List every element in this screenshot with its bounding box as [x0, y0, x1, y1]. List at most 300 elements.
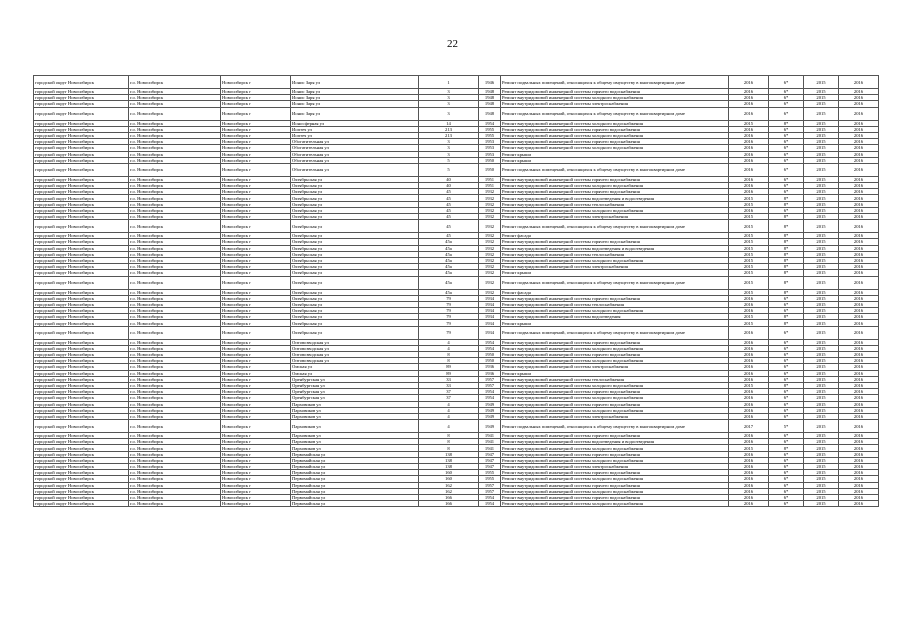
start-year-cell: 2015	[804, 276, 839, 289]
plan-year-cell: 2015	[729, 214, 769, 220]
district-cell: городской округ Новосибирск	[34, 251, 129, 257]
start-year-cell: 2015	[804, 201, 839, 207]
priority-cell: 6*	[769, 183, 804, 189]
start-year-cell: 2015	[804, 183, 839, 189]
municipality-cell: г.о. Новосибирск	[129, 501, 221, 507]
end-year-cell: 2016	[839, 382, 879, 388]
work-type-cell: Ремонт внутридомовой инженерной системы водоотведения и водоотведения	[501, 195, 729, 201]
work-type-cell: Ремонт внутридомовой инженерной системы теплоснабжения	[501, 301, 729, 307]
start-year-cell: 2015	[804, 76, 839, 89]
start-year-cell: 2015	[804, 488, 839, 494]
work-type-cell: Ремонт внутридомовой инженерной системы горячего водоснабжения	[501, 295, 729, 301]
plan-year-cell: 2015	[729, 195, 769, 201]
plan-year-cell: 2016	[729, 157, 769, 163]
municipality-cell: г.о. Новосибирск	[129, 245, 221, 251]
city-cell: Новосибирск г	[221, 107, 291, 120]
end-year-cell: 2016	[839, 370, 879, 376]
priority-cell: 8*	[769, 239, 804, 245]
start-year-cell: 2015	[804, 151, 839, 157]
house-number-cell: 45	[419, 189, 479, 195]
priority-cell: 6*	[769, 207, 804, 213]
city-cell: Новосибирск г	[221, 132, 291, 138]
house-number-cell: 8	[419, 352, 479, 358]
house-number-cell: 5	[419, 163, 479, 176]
street-cell: Октябрьская ул	[291, 276, 419, 289]
district-cell: городской округ Новосибирск	[34, 407, 129, 413]
build-year-cell: 1947	[479, 464, 501, 470]
plan-year-cell: 2016	[729, 95, 769, 101]
build-year-cell: 1957	[479, 382, 501, 388]
city-cell: Новосибирск г	[221, 389, 291, 395]
street-cell: Октябрьская ул	[291, 201, 419, 207]
municipality-cell: г.о. Новосибирск	[129, 314, 221, 320]
priority-cell: 6*	[769, 326, 804, 339]
priority-cell: 6*	[769, 433, 804, 439]
plan-year-cell: 2016	[729, 326, 769, 339]
street-cell: Парховиков ул	[291, 439, 419, 445]
city-cell: Новосибирск г	[221, 314, 291, 320]
start-year-cell: 2015	[804, 214, 839, 220]
end-year-cell: 2016	[839, 139, 879, 145]
street-cell: Октябрьская ул	[291, 326, 419, 339]
end-year-cell: 2016	[839, 376, 879, 382]
district-cell: городской округ Новосибирск	[34, 401, 129, 407]
end-year-cell: 2016	[839, 132, 879, 138]
end-year-cell: 2016	[839, 407, 879, 413]
start-year-cell: 2015	[804, 339, 839, 345]
district-cell: городской округ Новосибирск	[34, 420, 129, 433]
priority-cell: 6*	[769, 189, 804, 195]
house-number-cell: 3	[419, 139, 479, 145]
street-cell: Октябрьская ул	[291, 245, 419, 251]
build-year-cell: 1947	[479, 457, 501, 463]
work-type-cell: Ремонт внутридомовой инженерной системы горячего водоснабжения	[501, 89, 729, 95]
build-year-cell: 1950	[479, 163, 501, 176]
city-cell: Новосибирск г	[221, 395, 291, 401]
build-year-cell: 1954	[479, 501, 501, 507]
city-cell: Новосибирск г	[221, 139, 291, 145]
build-year-cell: 1934	[479, 326, 501, 339]
end-year-cell: 2016	[839, 157, 879, 163]
start-year-cell: 2015	[804, 107, 839, 120]
house-number-cell: 4	[419, 401, 479, 407]
priority-cell: 6*	[769, 395, 804, 401]
city-cell: Новосибирск г	[221, 214, 291, 220]
plan-year-cell: 2015	[729, 120, 769, 126]
city-cell: Новосибирск г	[221, 120, 291, 126]
house-number-cell: 45а	[419, 257, 479, 263]
end-year-cell: 2016	[839, 445, 879, 451]
municipality-cell: г.о. Новосибирск	[129, 470, 221, 476]
plan-year-cell: 2015	[729, 314, 769, 320]
city-cell: Новосибирск г	[221, 101, 291, 107]
plan-year-cell: 2016	[729, 401, 769, 407]
street-cell: Первомайская ул	[291, 476, 419, 482]
street-cell: Октябрьская ул	[291, 207, 419, 213]
street-cell: Парховиков ул	[291, 420, 419, 433]
end-year-cell: 2016	[839, 76, 879, 89]
start-year-cell: 2015	[804, 270, 839, 276]
street-cell: Оптовозводская ул	[291, 352, 419, 358]
start-year-cell: 2015	[804, 95, 839, 101]
plan-year-cell: 2015	[729, 445, 769, 451]
end-year-cell: 2016	[839, 214, 879, 220]
work-type-cell: Ремонт крыши	[501, 151, 729, 157]
municipality-cell: г.о. Новосибирск	[129, 139, 221, 145]
city-cell: Новосибирск г	[221, 151, 291, 157]
priority-cell: 6*	[769, 439, 804, 445]
city-cell: Новосибирск г	[221, 413, 291, 419]
district-cell: городской округ Новосибирск	[34, 95, 129, 101]
house-number-cell: 45а	[419, 239, 479, 245]
work-type-cell: Ремонт внутридомовой инженерной системы электроснабжения	[501, 264, 729, 270]
work-type-cell: Ремонт внутридомовой инженерной системы горячего водоснабжения	[501, 482, 729, 488]
house-number-cell: 3	[419, 107, 479, 120]
street-cell: Первомайская ул	[291, 470, 419, 476]
build-year-cell: 1954	[479, 345, 501, 351]
table-row	[34, 220, 879, 233]
end-year-cell: 2016	[839, 276, 879, 289]
end-year-cell: 2016	[839, 245, 879, 251]
work-type-cell: Ремонт внутридомовой инженерной системы холодного водоснабжения	[501, 183, 729, 189]
street-cell: Оренбургская ул	[291, 389, 419, 395]
municipality-cell: г.о. Новосибирск	[129, 457, 221, 463]
city-cell: Новосибирск г	[221, 289, 291, 295]
street-cell: Оренбургская ул	[291, 376, 419, 382]
priority-cell: 6*	[769, 176, 804, 182]
build-year-cell: 1932	[479, 270, 501, 276]
plan-year-cell: 2015	[729, 239, 769, 245]
start-year-cell: 2015	[804, 482, 839, 488]
house-number-cell: 3	[419, 151, 479, 157]
house-number-cell: 45	[419, 220, 479, 233]
house-number-cell: 3	[419, 89, 479, 95]
priority-cell: 6*	[769, 413, 804, 419]
build-year-cell: 1932	[479, 239, 501, 245]
municipality-cell: г.о. Новосибирск	[129, 157, 221, 163]
build-year-cell: 1932	[479, 289, 501, 295]
priority-cell: 8*	[769, 245, 804, 251]
street-cell: Ионис Заря ул	[291, 101, 419, 107]
end-year-cell: 2016	[839, 301, 879, 307]
district-cell: городской округ Новосибирск	[34, 257, 129, 263]
street-cell: Парховиков ул	[291, 445, 419, 451]
build-year-cell: 1932	[479, 233, 501, 239]
end-year-cell: 2016	[839, 239, 879, 245]
city-cell: Новосибирск г	[221, 345, 291, 351]
plan-year-cell: 2016	[729, 488, 769, 494]
municipality-cell: г.о. Новосибирск	[129, 407, 221, 413]
start-year-cell: 2015	[804, 145, 839, 151]
street-cell: Октябрьская ул	[291, 233, 419, 239]
build-year-cell: 1932	[479, 220, 501, 233]
municipality-cell: г.о. Новосибирск	[129, 251, 221, 257]
district-cell: городской округ Новосибирск	[34, 501, 129, 507]
build-year-cell: 1932	[479, 245, 501, 251]
plan-year-cell: 2016	[729, 370, 769, 376]
plan-year-cell: 2016	[729, 176, 769, 182]
plan-year-cell: 2016	[729, 494, 769, 500]
priority-cell: 8*	[769, 251, 804, 257]
district-cell: городской округ Новосибирск	[34, 451, 129, 457]
build-year-cell: 1932	[479, 276, 501, 289]
start-year-cell: 2015	[804, 420, 839, 433]
end-year-cell: 2016	[839, 339, 879, 345]
street-cell: Первомайская ул	[291, 482, 419, 488]
end-year-cell: 2016	[839, 451, 879, 457]
house-number-cell: 89	[419, 364, 479, 370]
district-cell: городской округ Новосибирск	[34, 389, 129, 395]
end-year-cell: 2016	[839, 420, 879, 433]
city-cell: Новосибирск г	[221, 382, 291, 388]
house-number-cell: 160	[419, 470, 479, 476]
plan-year-cell: 2016	[729, 345, 769, 351]
street-cell: Октябрьская ул	[291, 264, 419, 270]
city-cell: Новосибирск г	[221, 445, 291, 451]
municipality-cell: г.о. Новосибирск	[129, 345, 221, 351]
plan-year-cell: 2016	[729, 464, 769, 470]
start-year-cell: 2015	[804, 389, 839, 395]
house-number-cell: 138	[419, 457, 479, 463]
priority-cell: 8*	[769, 195, 804, 201]
street-cell: Обогатительная ул	[291, 163, 419, 176]
work-type-cell: Ремонт фасада	[501, 289, 729, 295]
end-year-cell: 2016	[839, 195, 879, 201]
priority-cell: 6*	[769, 95, 804, 101]
plan-year-cell: 2015	[729, 220, 769, 233]
build-year-cell: 1955	[479, 476, 501, 482]
house-number-cell: 79	[419, 320, 479, 326]
start-year-cell: 2015	[804, 433, 839, 439]
build-year-cell: 1957	[479, 482, 501, 488]
start-year-cell: 2015	[804, 163, 839, 176]
start-year-cell: 2015	[804, 289, 839, 295]
start-year-cell: 2015	[804, 195, 839, 201]
plan-year-cell: 2016	[729, 476, 769, 482]
house-number-cell: 33	[419, 382, 479, 388]
priority-cell: 6*	[769, 457, 804, 463]
work-type-cell: Ремонт внутридомовой инженерной системы холодного водоснабжения	[501, 501, 729, 507]
priority-cell: 6*	[769, 308, 804, 314]
street-cell: Октябрьская ул	[291, 320, 419, 326]
district-cell: городской округ Новосибирск	[34, 207, 129, 213]
end-year-cell: 2016	[839, 163, 879, 176]
end-year-cell: 2016	[839, 270, 879, 276]
house-number-cell: 4	[419, 339, 479, 345]
work-type-cell: Ремонт внутридомовой инженерной системы электроснабжения	[501, 464, 729, 470]
start-year-cell: 2015	[804, 120, 839, 126]
plan-year-cell: 2015	[729, 233, 769, 239]
district-cell: городской округ Новосибирск	[34, 339, 129, 345]
municipality-cell: г.о. Новосибирск	[129, 239, 221, 245]
work-type-cell: Ремонт внутридомовой инженерной системы электроснабжения	[501, 364, 729, 370]
plan-year-cell: 2016	[729, 126, 769, 132]
district-cell: городской округ Новосибирск	[34, 314, 129, 320]
work-type-cell: Ремонт крыши	[501, 157, 729, 163]
street-cell: Ионис Заря ул	[291, 76, 419, 89]
priority-cell: 8*	[769, 382, 804, 388]
plan-year-cell: 2016	[729, 364, 769, 370]
build-year-cell: 1949	[479, 413, 501, 419]
priority-cell: 8*	[769, 220, 804, 233]
street-cell: Оптовозводская ул	[291, 358, 419, 364]
house-number-cell: 3	[419, 101, 479, 107]
start-year-cell: 2015	[804, 295, 839, 301]
priority-cell: 6*	[769, 107, 804, 120]
work-type-cell: Ремонт внутридомовой инженерной системы холодного водоснабжения	[501, 476, 729, 482]
city-cell: Новосибирск г	[221, 364, 291, 370]
municipality-cell: г.о. Новосибирск	[129, 339, 221, 345]
priority-cell: 8*	[769, 320, 804, 326]
plan-year-cell: 2015	[729, 276, 769, 289]
street-cell: Октябрьская ул	[291, 195, 419, 201]
plan-year-cell: 2016	[729, 101, 769, 107]
priority-cell: 6*	[769, 407, 804, 413]
house-number-cell: 45	[419, 233, 479, 239]
end-year-cell: 2016	[839, 289, 879, 295]
house-number-cell: 8	[419, 439, 479, 445]
end-year-cell: 2016	[839, 89, 879, 95]
build-year-cell: 1953	[479, 139, 501, 145]
house-number-cell: 79	[419, 295, 479, 301]
district-cell: городской округ Новосибирск	[34, 488, 129, 494]
city-cell: Новосибирск г	[221, 358, 291, 364]
end-year-cell: 2016	[839, 183, 879, 189]
build-year-cell: 1932	[479, 251, 501, 257]
city-cell: Новосибирск г	[221, 301, 291, 307]
street-cell: Первомайская ул	[291, 494, 419, 500]
work-type-cell: Ремонт внутридомовой инженерной системы горячего водоснабжения	[501, 352, 729, 358]
work-type-cell: Ремонт внутридомовой инженерной системы холодного водоснабжения	[501, 488, 729, 494]
city-cell: Новосибирск г	[221, 95, 291, 101]
city-cell: Новосибирск г	[221, 233, 291, 239]
street-cell: Октябрьская ул	[291, 270, 419, 276]
start-year-cell: 2015	[804, 233, 839, 239]
street-cell: Парховиков ул	[291, 407, 419, 413]
end-year-cell: 2016	[839, 433, 879, 439]
end-year-cell: 2016	[839, 233, 879, 239]
build-year-cell: 1941	[479, 439, 501, 445]
city-cell: Новосибирск г	[221, 176, 291, 182]
city-cell: Новосибирск г	[221, 482, 291, 488]
end-year-cell: 2016	[839, 151, 879, 157]
start-year-cell: 2015	[804, 370, 839, 376]
district-cell: городской округ Новосибирск	[34, 245, 129, 251]
house-number-cell: 45а	[419, 251, 479, 257]
start-year-cell: 2015	[804, 358, 839, 364]
plan-year-cell: 2015	[729, 245, 769, 251]
house-number-cell: 45а	[419, 276, 479, 289]
work-type-cell: Ремонт внутридомовой инженерной системы холодного водоснабжения	[501, 120, 729, 126]
start-year-cell: 2015	[804, 157, 839, 163]
end-year-cell: 2016	[839, 476, 879, 482]
street-cell: Оренбургская ул	[291, 395, 419, 401]
start-year-cell: 2015	[804, 207, 839, 213]
work-type-cell: Ремонт внутридомовой инженерной системы холодного водоснабжения	[501, 445, 729, 451]
start-year-cell: 2015	[804, 245, 839, 251]
city-cell: Новосибирск г	[221, 339, 291, 345]
table-row	[34, 276, 879, 289]
end-year-cell: 2016	[839, 189, 879, 195]
city-cell: Новосибирск г	[221, 457, 291, 463]
street-cell: Октябрьская ул	[291, 220, 419, 233]
plan-year-cell: 2015	[729, 257, 769, 263]
district-cell: городской округ Новосибирск	[34, 163, 129, 176]
work-type-cell: Ремонт крыши	[501, 320, 729, 326]
municipality-cell: г.о. Новосибирск	[129, 132, 221, 138]
city-cell: Новосибирск г	[221, 494, 291, 500]
priority-cell: 6*	[769, 157, 804, 163]
street-cell: Парховиков ул	[291, 433, 419, 439]
city-cell: Новосибирск г	[221, 320, 291, 326]
build-year-cell: 1932	[479, 201, 501, 207]
municipality-cell: г.о. Новосибирск	[129, 295, 221, 301]
street-cell: Октябрьская ул	[291, 183, 419, 189]
work-type-cell: Ремонт внутридомовой инженерной системы горячего водоснабжения	[501, 139, 729, 145]
priority-cell: 6*	[769, 345, 804, 351]
municipality-cell: г.о. Новосибирск	[129, 320, 221, 326]
start-year-cell: 2015	[804, 407, 839, 413]
municipality-cell: г.о. Новосибирск	[129, 420, 221, 433]
plan-year-cell: 2016	[729, 183, 769, 189]
priority-cell: 6*	[769, 101, 804, 107]
city-cell: Новосибирск г	[221, 195, 291, 201]
work-type-cell: Ремонт внутридомовой инженерной системы горячего водоснабжения	[501, 239, 729, 245]
build-year-cell: 1949	[479, 420, 501, 433]
start-year-cell: 2015	[804, 501, 839, 507]
work-type-cell: Ремонт подвальных помещений, относящихся к общему имуществу в многоквартирном доме	[501, 220, 729, 233]
build-year-cell: 1936	[479, 370, 501, 376]
street-cell: Оренбургская ул	[291, 382, 419, 388]
end-year-cell: 2016	[839, 257, 879, 263]
end-year-cell: 2016	[839, 207, 879, 213]
district-cell: городской округ Новосибирск	[34, 145, 129, 151]
work-type-cell: Ремонт внутридомовой инженерной системы электроснабжения	[501, 413, 729, 419]
start-year-cell: 2015	[804, 445, 839, 451]
priority-cell: 6*	[769, 401, 804, 407]
city-cell: Новосибирск г	[221, 326, 291, 339]
street-cell: Оптовозводская ул	[291, 339, 419, 345]
street-cell: Оптовозводская ул	[291, 345, 419, 351]
house-number-cell: 8	[419, 433, 479, 439]
work-type-cell: Ремонт внутридомовой инженерной системы холодного водоснабжения	[501, 382, 729, 388]
city-cell: Новосибирск г	[221, 470, 291, 476]
plan-year-cell: 2016	[729, 407, 769, 413]
priority-cell: 6*	[769, 89, 804, 95]
plan-year-cell: 2016	[729, 339, 769, 345]
street-cell: Омская ул	[291, 364, 419, 370]
city-cell: Новосибирск г	[221, 308, 291, 314]
municipality-cell: г.о. Новосибирск	[129, 382, 221, 388]
house-number-cell: 37	[419, 395, 479, 401]
work-type-cell: Ремонт внутридомовой инженерной системы холодного водоснабжения	[501, 257, 729, 263]
priority-cell: 6*	[769, 301, 804, 307]
end-year-cell: 2016	[839, 95, 879, 101]
municipality-cell: г.о. Новосибирск	[129, 439, 221, 445]
priority-cell: 6*	[769, 389, 804, 395]
plan-year-cell: 2015	[729, 289, 769, 295]
work-type-cell: Ремонт внутридомовой инженерной системы горячего водоснабжения	[501, 126, 729, 132]
end-year-cell: 2016	[839, 358, 879, 364]
build-year-cell: 1950	[479, 157, 501, 163]
start-year-cell: 2015	[804, 126, 839, 132]
end-year-cell: 2016	[839, 457, 879, 463]
start-year-cell: 2015	[804, 264, 839, 270]
work-type-cell: Ремонт подвальных помещений, относящихся к общему имуществу в многоквартирном доме	[501, 76, 729, 89]
house-number-cell: 45	[419, 201, 479, 207]
priority-cell: 6*	[769, 339, 804, 345]
municipality-cell: г.о. Новосибирск	[129, 163, 221, 176]
